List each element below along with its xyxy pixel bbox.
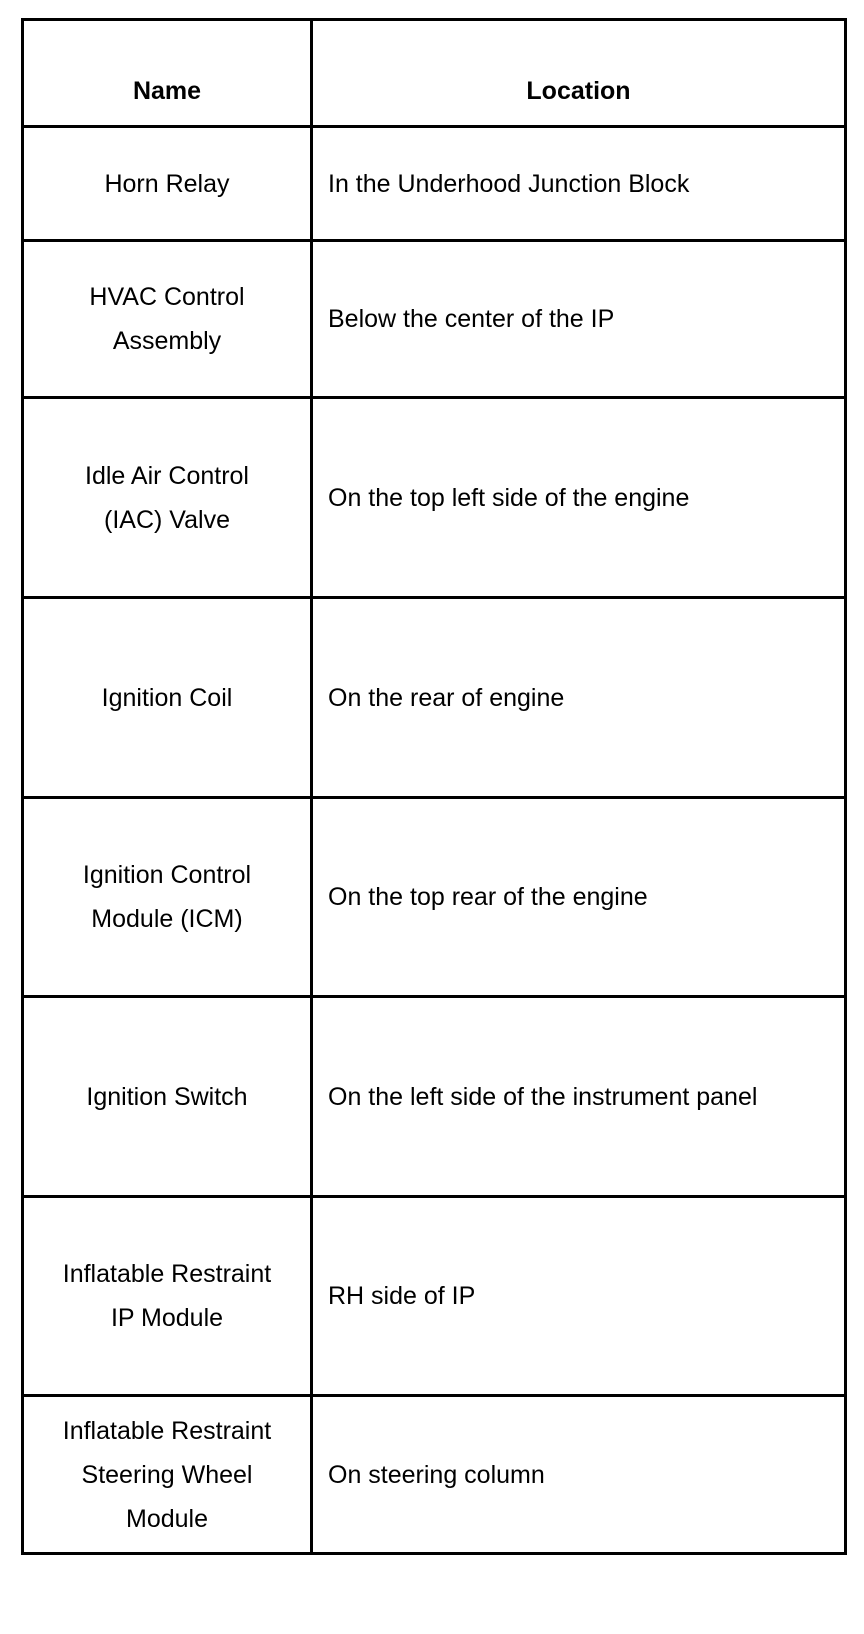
table-row (23, 1197, 846, 1396)
component-name: Idle Air Control (IAC) Valve (23, 398, 312, 598)
component-name: Ignition Coil (23, 598, 312, 798)
header-location: Location (312, 20, 846, 127)
table-row (23, 798, 846, 997)
table-header-row (23, 20, 846, 127)
component-name: Horn Relay (23, 127, 312, 241)
component-location-table-container (21, 18, 844, 1555)
component-location: On steering column (312, 1396, 846, 1554)
table-row (23, 598, 846, 798)
component-location: On the left side of the instrument panel (312, 997, 846, 1197)
component-location: On the top left side of the engine (312, 398, 846, 598)
table-row (23, 1396, 846, 1554)
table-row (23, 127, 846, 241)
table-row (23, 398, 846, 598)
component-location: In the Underhood Junction Block (312, 127, 846, 241)
component-name: Ignition Switch (23, 997, 312, 1197)
component-name: HVAC Control Assembly (23, 241, 312, 398)
header-name: Name (23, 20, 312, 127)
table-row (23, 997, 846, 1197)
component-name: Inflatable Restraint Steering Wheel Module (23, 1396, 312, 1554)
component-location-table (21, 18, 847, 1555)
component-location: On the top rear of the engine (312, 798, 846, 997)
component-location: Below the center of the IP (312, 241, 846, 398)
component-location: RH side of IP (312, 1197, 846, 1396)
component-name: Inflatable Restraint IP Module (23, 1197, 312, 1396)
component-name: Ignition Control Module (ICM) (23, 798, 312, 997)
component-location: On the rear of engine (312, 598, 846, 798)
table-row (23, 241, 846, 398)
